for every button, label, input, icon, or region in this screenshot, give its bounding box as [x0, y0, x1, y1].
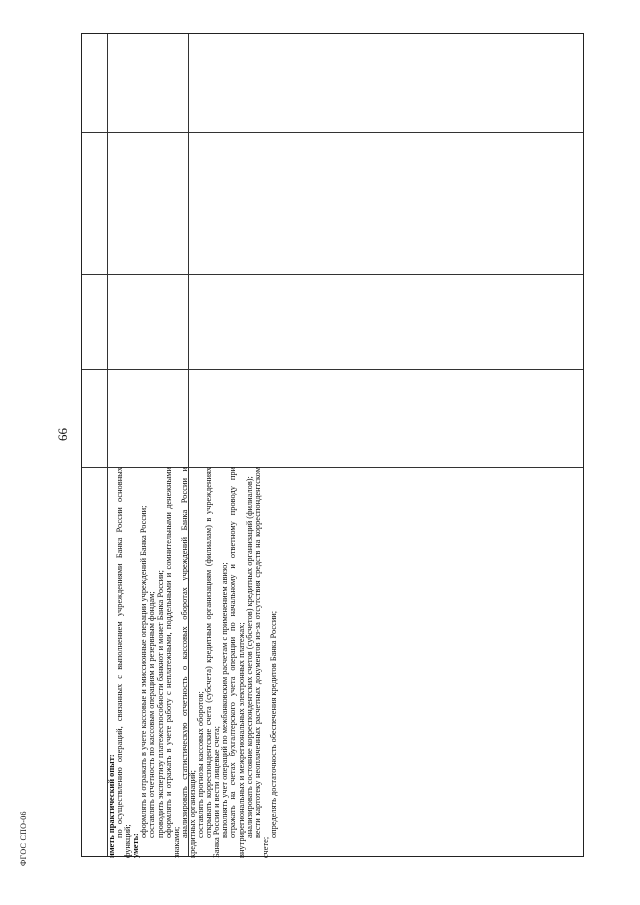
- paragraph: проводить экспертизу платежеспособности банкнот и монет Банка России;: [155, 570, 165, 838]
- content-table: [81, 33, 584, 857]
- paragraph: оформлять и отражать в учете работу с неплатежными, поддельными и сомнительными денежными знаками;: [163, 467, 181, 858]
- paragraph: вести картотеку неоплаченных расчетных документов из-за отсутствия средств на корреспондентском счете;: [252, 467, 270, 858]
- paragraph: составлять прогнозы кассовых оборотов;: [196, 691, 206, 838]
- paragraph: выполнять учет операций по межбанковским расчетам с применением авизо;: [220, 562, 230, 838]
- paragraph: открывать корреспондентские счета (субсчета) кредитным организациям (филиалам) в учреждениях Банка России и вести лицевые счета;: [204, 467, 222, 858]
- paragraph: определять достаточность обеспечения кредитов Банка России;: [268, 610, 278, 838]
- paragraph: по осуществлению операций, связанных с выполнением учреждениями Банка России основных функций;: [115, 467, 133, 858]
- paragraph-skills-heading: уметь:: [131, 833, 141, 858]
- row-divider-3: [82, 369, 583, 370]
- paragraph-practical-experience-heading: иметь практический опыт:: [107, 754, 116, 858]
- page-number: 66: [55, 428, 70, 441]
- row-divider-1: [82, 132, 583, 133]
- paragraph: составлять отчетность по кассовым операциям и резервным фондам;: [147, 591, 157, 838]
- competency-text-cell: [107, 467, 278, 858]
- row-divider-2: [82, 274, 583, 275]
- paragraph: оформлять и отражать в учете кассовые и эмиссионные операции учреждений Банка России;: [139, 505, 149, 838]
- footer-standard-code: ФГОС СПО-06: [19, 811, 28, 866]
- paragraph: отражать на счетах бухгалтерского учета операции по начальному и ответному проводу при внутрирегиональных и межрегиональных электронных платежах;: [228, 467, 246, 858]
- paragraph: анализировать статистическую отчетность о кассовых оборотах учреждений Банка России и кредитных организаций;: [179, 467, 197, 858]
- paragraph: анализировать состояние корреспондентских счетов (субсчетов) кредитных организаций (филиалов);: [244, 476, 254, 838]
